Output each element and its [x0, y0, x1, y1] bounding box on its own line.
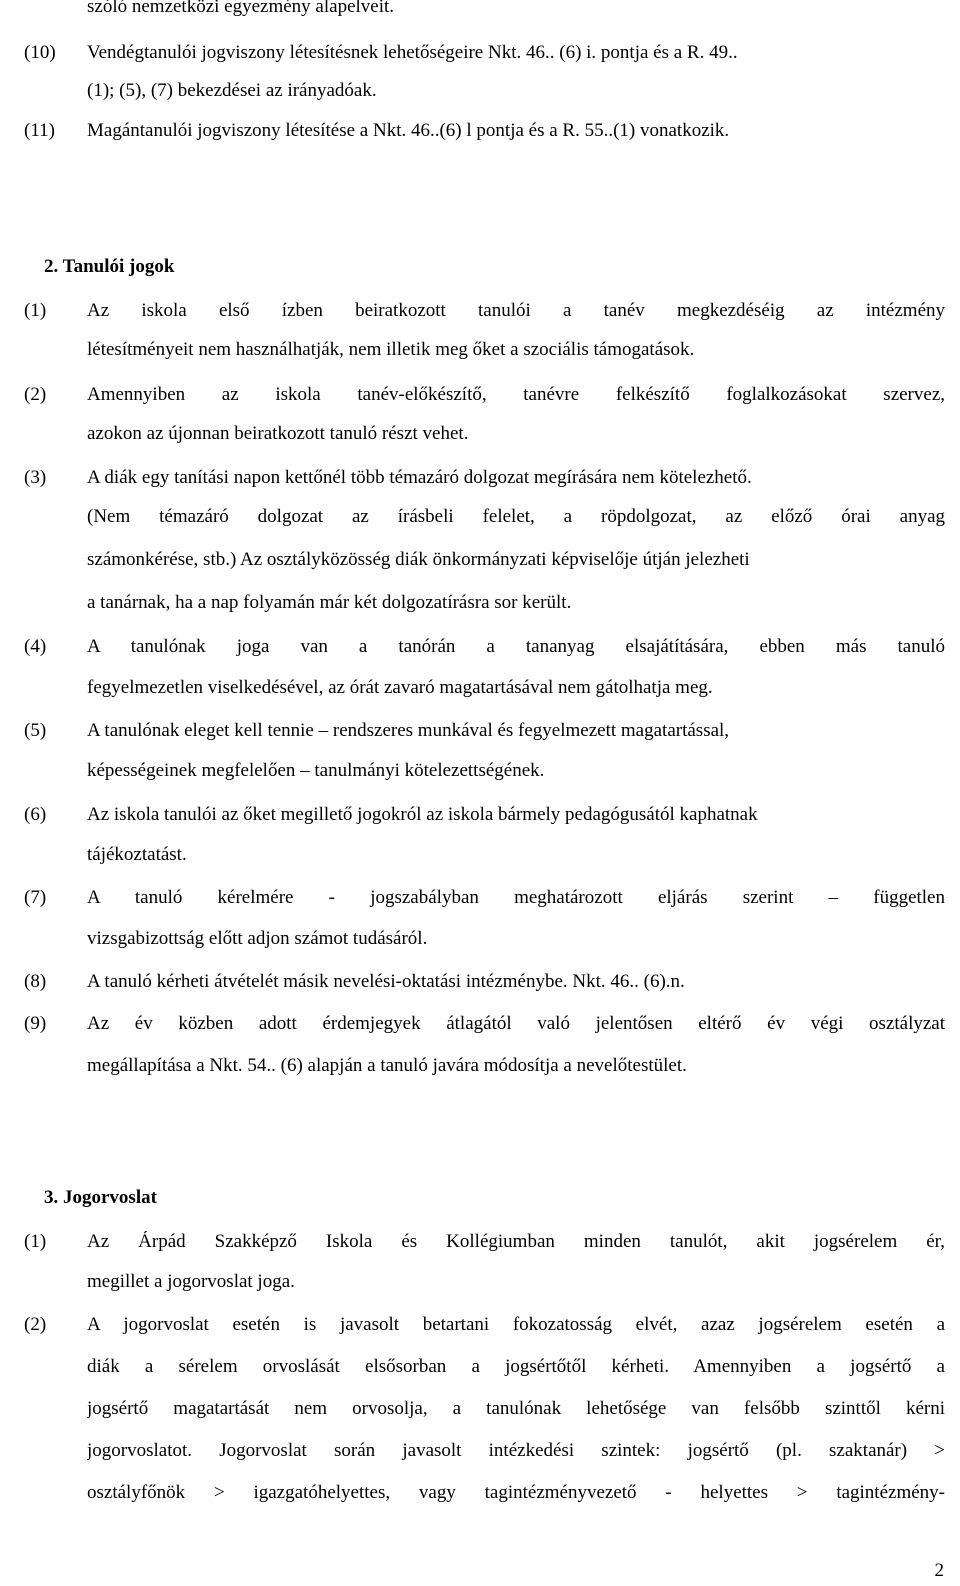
paragraph-line: Az iskola tanulói az őket megillető jogokról az iskola bármely pedagógusától kaphatnak — [87, 804, 758, 825]
section-heading: 2. Tanulói jogok — [44, 256, 175, 277]
paragraph-line: fegyelmezetlen viselkedésével, az órát zavaró magatartásával nem gátolhatja meg. — [87, 677, 713, 698]
item-number: (11) — [24, 120, 55, 141]
item-number: (2) — [24, 384, 47, 405]
paragraph-line: azokon az újonnan beiratkozott tanuló részt vehet. — [87, 423, 469, 444]
paragraph-line: szóló nemzetközi egyezmény alapelveit. — [87, 0, 395, 17]
paragraph-line: diák a sérelem orvoslását elsősorban a jogsértőtől kérheti. Amennyiben a jogsértő a — [87, 1356, 945, 1377]
paragraph-line: jogsértő magatartását nem orvosolja, a tanulónak lehetősége van felsőbb szinttől kérni — [87, 1398, 945, 1419]
item-number: (7) — [24, 887, 47, 908]
paragraph-line: A jogorvoslat esetén is javasolt betartani fokozatosság elvét, azaz jogsérelem esetén a — [87, 1314, 945, 1335]
paragraph-line: A tanulónak eleget kell tennie – rendszeres munkával és fegyelmezett magatartással, — [87, 720, 730, 741]
paragraph-line: Magántanulói jogviszony létesítése a Nkt. 46..(6) l pontja és a R. 55..(1) vonatkozik. — [87, 120, 730, 141]
paragraph-line: jogorvoslatot. Jogorvoslat során javasolt intézkedési szintek: jogsértő (pl. szaktanár) > — [87, 1440, 945, 1461]
paragraph-line: A tanulónak joga van a tanórán a tananyag elsajátítására, ebben más tanuló — [87, 636, 945, 657]
item-number: (5) — [24, 720, 47, 741]
paragraph-line: A tanuló kérelmére - jogszabályban meghatározott eljárás szerint – független — [87, 887, 945, 908]
paragraph-line: létesítményeit nem használhatják, nem illetik meg őket a szociális támogatások. — [87, 339, 695, 360]
paragraph-line: képességeinek megfelelően – tanulmányi kötelezettségének. — [87, 760, 545, 781]
paragraph-line: tájékoztatást. — [87, 844, 187, 865]
item-number: (10) — [24, 42, 56, 63]
paragraph-line: (Nem témazáró dolgozat az írásbeli felelet, a röpdolgozat, az előző órai anyag — [87, 506, 945, 527]
item-number: (9) — [24, 1013, 47, 1034]
paragraph-line: Az év közben adott érdemjegyek átlagától való jelentősen eltérő év végi osztályzat — [87, 1013, 945, 1034]
page-number: 2 — [934, 1560, 944, 1581]
item-number: (1) — [24, 1231, 47, 1252]
item-number: (8) — [24, 971, 47, 992]
item-number: (1) — [24, 300, 47, 321]
paragraph-line: Amennyiben az iskola tanév-előkészítő, tanévre felkészítő foglalkozásokat szervez, — [87, 384, 945, 405]
paragraph-line: megillet a jogorvoslat joga. — [87, 1271, 295, 1292]
item-number: (4) — [24, 636, 47, 657]
section-heading: 3. Jogorvoslat — [44, 1187, 157, 1208]
paragraph-line: számonkérése, stb.) Az osztályközösség diák önkormányzati képviselője útján jelezheti — [87, 549, 750, 570]
item-number: (6) — [24, 804, 47, 825]
paragraph-line: (1); (5), (7) bekezdései az irányadóak. — [87, 80, 377, 101]
paragraph-line: A tanuló kérheti átvételét másik nevelési-oktatási intézménybe. Nkt. 46.. (6).n. — [87, 971, 685, 992]
paragraph-line: megállapítása a Nkt. 54.. (6) alapján a tanuló javára módosítja a nevelőtestület. — [87, 1055, 687, 1076]
paragraph-line: Vendégtanulói jogviszony létesítésnek lehetőségeire Nkt. 46.. (6) i. pontja és a R. 49.. — [87, 42, 738, 63]
paragraph-line: Az iskola első ízben beiratkozott tanulói a tanév megkezdéséig az intézmény — [87, 300, 945, 321]
paragraph-line: a tanárnak, ha a nap folyamán már két dolgozatírásra sor került. — [87, 592, 572, 613]
paragraph-line: A diák egy tanítási napon kettőnél több témazáró dolgozat megírására nem kötelezhető. — [87, 467, 752, 488]
item-number: (3) — [24, 467, 47, 488]
item-number: (2) — [24, 1314, 47, 1335]
paragraph-line: osztályfőnök > igazgatóhelyettes, vagy tagintézményvezető - helyettes > tagintézmény- — [87, 1482, 945, 1503]
paragraph-line: Az Árpád Szakképző Iskola és Kollégiumban minden tanulót, akit jogsérelem ér, — [87, 1231, 945, 1252]
paragraph-line: vizsgabizottság előtt adjon számot tudásáról. — [87, 928, 428, 949]
